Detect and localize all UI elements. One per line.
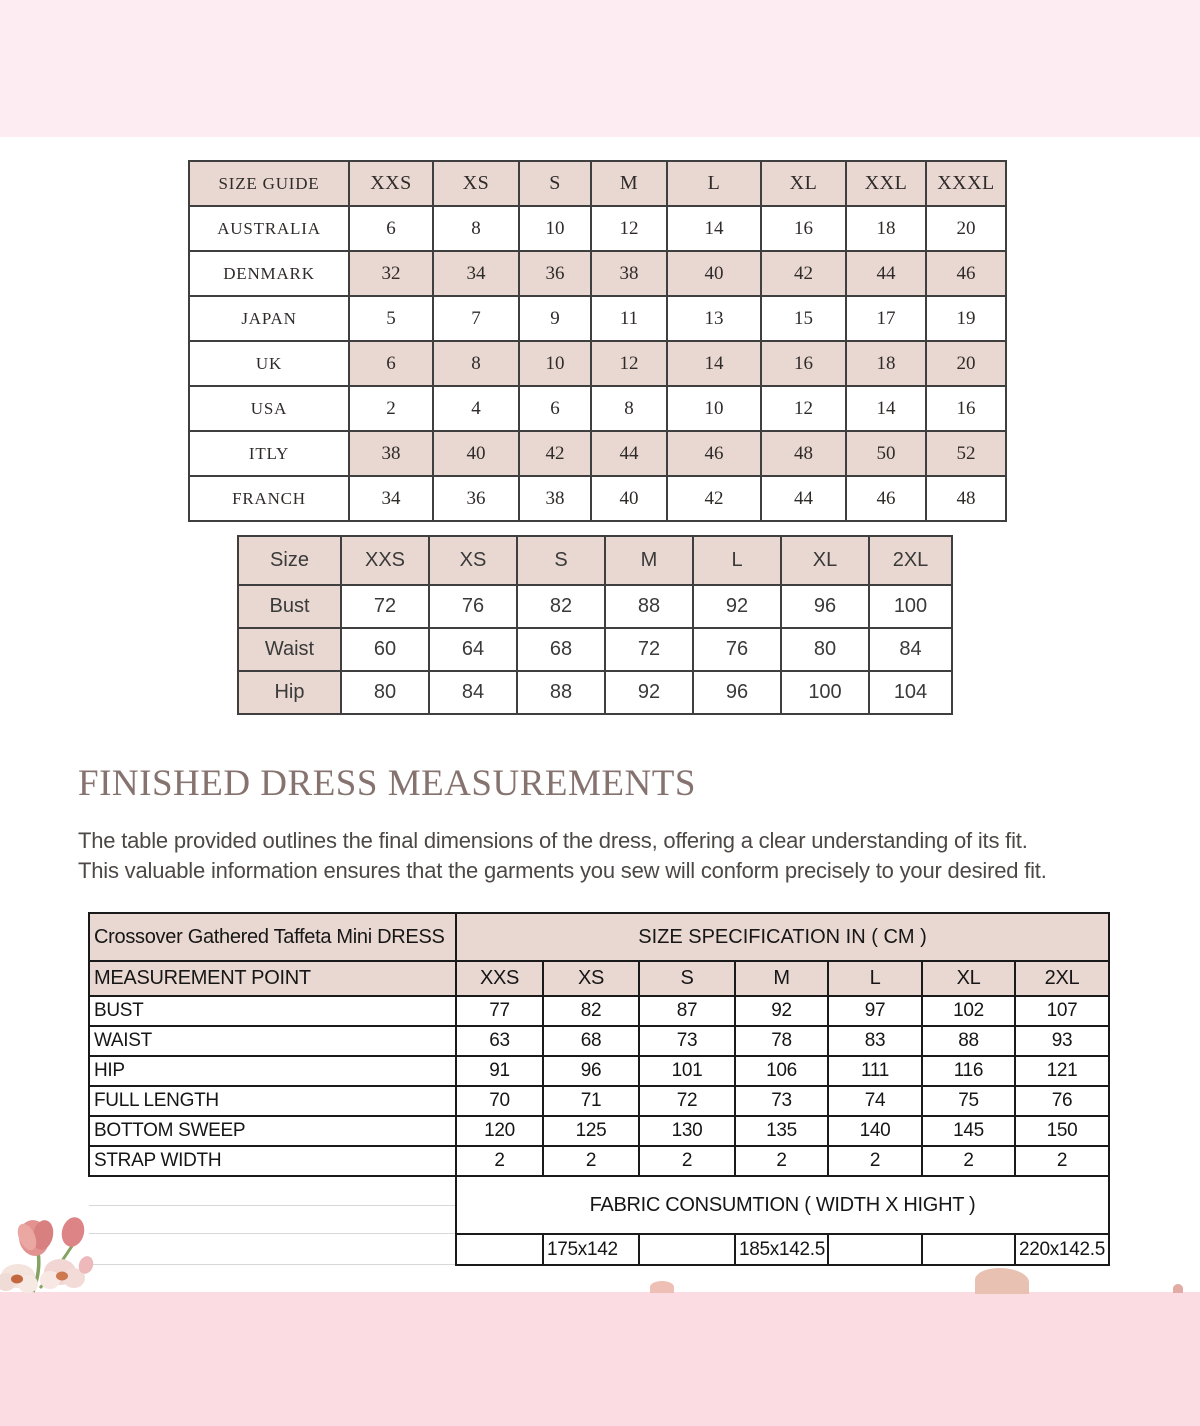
measurement-label-cell: BUST [89,996,456,1026]
measurement-row [89,1056,1109,1086]
measurement-value-cell: 2 [1015,1146,1109,1176]
value-cell: 18 [846,206,926,251]
measurement-value-cell: 92 [735,996,828,1026]
fabric-value-cell [922,1234,1015,1265]
row-label-cell: UK [189,341,349,386]
value-cell: 32 [349,251,433,296]
fabric-value-cell [456,1234,543,1265]
value-cell: 8 [433,341,519,386]
measurement-value-cell: 88 [922,1026,1015,1056]
value-cell: 16 [761,341,846,386]
size-header-cell: 2XL [869,536,952,585]
top-pink-band [0,0,1200,137]
value-cell: 96 [693,671,781,714]
value-cell: 80 [341,671,429,714]
value-cell: 6 [349,206,433,251]
measurement-label-cell: STRAP WIDTH [89,1146,456,1176]
measurement-value-cell: 73 [735,1086,828,1116]
value-cell: 6 [349,341,433,386]
row-label-cell: Waist [238,628,341,671]
value-cell: 64 [429,628,517,671]
value-cell: 36 [433,476,519,521]
value-cell: 5 [349,296,433,341]
measurement-value-cell: 125 [543,1116,639,1146]
measurement-value-cell: 71 [543,1086,639,1116]
value-cell: 6 [519,386,591,431]
finished-table [88,912,1110,1266]
value-cell: 82 [517,585,605,628]
measurement-value-cell: 93 [1015,1026,1109,1056]
value-cell: 44 [591,431,667,476]
measurement-value-cell: 150 [1015,1116,1109,1146]
measurement-value-cell: 97 [828,996,922,1026]
measurement-point-header-cell: MEASUREMENT POINT [89,961,456,996]
value-cell: 34 [433,251,519,296]
value-cell: 7 [433,296,519,341]
value-cell: 80 [781,628,869,671]
size-header-cell: M [735,961,828,996]
value-cell: 12 [591,206,667,251]
table-row [189,206,1006,251]
measurement-label-cell: HIP [89,1056,456,1086]
measurement-value-cell: 2 [456,1146,543,1176]
size-header-cell: XS [433,161,519,206]
table-row [189,431,1006,476]
value-cell: 72 [605,628,693,671]
value-cell: 11 [591,296,667,341]
measurement-row [89,1026,1109,1056]
value-cell: 12 [761,386,846,431]
size-header-cell: XXS [456,961,543,996]
value-cell: 100 [781,671,869,714]
size-header-cell: XL [922,961,1015,996]
fabric-value-cell [828,1234,922,1265]
value-cell: 16 [926,386,1006,431]
value-cell: 9 [519,296,591,341]
measurement-value-cell: 73 [639,1026,735,1056]
fabric-value-cell: 185x142.5 [735,1234,828,1265]
intro-paragraph [78,826,1158,886]
size-header-cell: XL [781,536,869,585]
size-header-cell: S [519,161,591,206]
value-cell: 12 [591,341,667,386]
row-label-cell: ITLY [189,431,349,476]
measurement-value-cell: 75 [922,1086,1015,1116]
table-row [238,628,952,671]
size-header-cell: M [591,161,667,206]
measurement-row [89,1116,1109,1146]
row-label-cell: DENMARK [189,251,349,296]
size-guide-table [188,160,1007,522]
measurement-value-cell: 83 [828,1026,922,1056]
value-cell: 40 [433,431,519,476]
value-cell: 38 [349,431,433,476]
finished-header-row [89,961,1109,996]
fabric-consumption-header-cell: FABRIC CONSUMTION ( WIDTH X HIGHT ) [456,1176,1109,1234]
row-label-cell: Bust [238,585,341,628]
measurement-value-cell: 107 [1015,996,1109,1026]
table-row [189,296,1006,341]
value-cell: 76 [429,585,517,628]
header-row [238,536,952,585]
value-cell: 92 [605,671,693,714]
measurement-value-cell: 116 [922,1056,1015,1086]
value-cell: 72 [341,585,429,628]
measurement-value-cell: 2 [828,1146,922,1176]
value-cell: 20 [926,341,1006,386]
value-cell: 15 [761,296,846,341]
header-row [189,161,1006,206]
value-cell: 92 [693,585,781,628]
size-header-cell: L [693,536,781,585]
table-row [189,251,1006,296]
value-cell: 38 [591,251,667,296]
size-header-cell: XXS [349,161,433,206]
measurement-value-cell: 130 [639,1116,735,1146]
measurement-value-cell: 76 [1015,1086,1109,1116]
value-cell: 10 [667,386,761,431]
value-cell: 14 [667,341,761,386]
value-cell: 42 [667,476,761,521]
value-cell: 2 [349,386,433,431]
value-cell: 96 [781,585,869,628]
value-cell: 20 [926,206,1006,251]
value-cell: 88 [517,671,605,714]
measurement-value-cell: 91 [456,1056,543,1086]
size-header-cell: L [828,961,922,996]
value-cell: 50 [846,431,926,476]
measurement-value-cell: 72 [639,1086,735,1116]
measurement-label-cell: BOTTOM SWEEP [89,1116,456,1146]
size-header-cell: XS [543,961,639,996]
product-name-cell: Crossover Gathered Taffeta Mini DRESS [89,913,456,961]
value-cell: 84 [869,628,952,671]
value-cell: 76 [693,628,781,671]
measurements-table [237,535,953,715]
measurement-value-cell: 121 [1015,1056,1109,1086]
value-cell: 52 [926,431,1006,476]
fabric-value-cell: 175x142 [543,1234,639,1265]
intro-line-2: This valuable information ensures that the garments you sew will conform precisely to your desired fit. [78,858,1047,883]
table-row [189,386,1006,431]
size-header-cell: XXL [846,161,926,206]
value-cell: 10 [519,206,591,251]
value-cell: 68 [517,628,605,671]
empty-left-cell [89,1176,456,1265]
page-title: FINISHED DRESS MEASUREMENTS [78,763,696,804]
size-header-cell: L [667,161,761,206]
value-cell: 36 [519,251,591,296]
decorative-blob [1173,1284,1183,1293]
finished-dress-measurements-table [88,912,1110,1266]
measurement-value-cell: 2 [735,1146,828,1176]
intro-line-1: The table provided outlines the final dimensions of the dress, offering a clear understanding of its fit. [78,828,1028,853]
measurement-label-cell: FULL LENGTH [89,1086,456,1116]
size-header-cell: S [517,536,605,585]
size-header-cell: S [639,961,735,996]
value-cell: 40 [667,251,761,296]
measurement-value-cell: 2 [639,1146,735,1176]
value-cell: 48 [761,431,846,476]
value-cell: 10 [519,341,591,386]
value-cell: 44 [846,251,926,296]
finished-title-row [89,913,1109,961]
value-cell: 8 [433,206,519,251]
value-cell: 46 [667,431,761,476]
size-header-cell: XXS [341,536,429,585]
size-header-cell: XL [761,161,846,206]
bottom-pink-band [0,1292,1200,1426]
size-header-cell: 2XL [1015,961,1109,996]
measurement-row [89,1086,1109,1116]
value-cell: 44 [761,476,846,521]
fabric-value-cell: 220x142.5 [1015,1234,1109,1265]
measurement-value-cell: 96 [543,1056,639,1086]
measurement-value-cell: 111 [828,1056,922,1086]
fabric-value-cell [639,1234,735,1265]
value-cell: 18 [846,341,926,386]
value-cell: 17 [846,296,926,341]
value-cell: 42 [519,431,591,476]
measurement-label-cell: WAIST [89,1026,456,1056]
measurement-value-cell: 145 [922,1116,1015,1146]
faint-gridline [89,1264,455,1265]
measurement-value-cell: 74 [828,1086,922,1116]
spec-header-cell: SIZE SPECIFICATION IN ( CM ) [456,913,1109,961]
value-cell: 42 [761,251,846,296]
size-header-cell: XXXL [926,161,1006,206]
decorative-blob [975,1268,1029,1294]
body-measurements-table [237,535,953,715]
measurement-value-cell: 87 [639,996,735,1026]
measurement-value-cell: 77 [456,996,543,1026]
measurement-row [89,1146,1109,1176]
measurement-value-cell: 2 [922,1146,1015,1176]
table-row [238,585,952,628]
flower-decoration [0,1210,115,1305]
value-cell: 19 [926,296,1006,341]
value-cell: 48 [926,476,1006,521]
size-header-cell: M [605,536,693,585]
value-cell: 13 [667,296,761,341]
value-cell: 16 [761,206,846,251]
measurement-value-cell: 101 [639,1056,735,1086]
value-cell: 4 [433,386,519,431]
international-size-guide-table [188,160,1007,522]
row-label-cell: FRANCH [189,476,349,521]
measurement-value-cell: 135 [735,1116,828,1146]
measurement-value-cell: 2 [543,1146,639,1176]
value-cell: 46 [846,476,926,521]
corner-header-cell: Size [238,536,341,585]
size-header-cell: XS [429,536,517,585]
measurement-value-cell: 102 [922,996,1015,1026]
table-row [189,341,1006,386]
row-label-cell: AUSTRALIA [189,206,349,251]
measurement-row [89,996,1109,1026]
measurement-value-cell: 68 [543,1026,639,1056]
measurement-value-cell: 120 [456,1116,543,1146]
value-cell: 46 [926,251,1006,296]
value-cell: 60 [341,628,429,671]
table-row [238,671,952,714]
row-label-cell: USA [189,386,349,431]
measurement-value-cell: 70 [456,1086,543,1116]
row-label-cell: JAPAN [189,296,349,341]
value-cell: 38 [519,476,591,521]
value-cell: 88 [605,585,693,628]
fabric-header-row [89,1176,1109,1234]
measurement-value-cell: 106 [735,1056,828,1086]
value-cell: 104 [869,671,952,714]
measurement-value-cell: 82 [543,996,639,1026]
decorative-blob [650,1281,674,1293]
value-cell: 34 [349,476,433,521]
measurement-value-cell: 78 [735,1026,828,1056]
faint-gridline [89,1205,455,1206]
measurement-value-cell: 63 [456,1026,543,1056]
value-cell: 40 [591,476,667,521]
measurement-value-cell: 140 [828,1116,922,1146]
corner-header-cell: SIZE GUIDE [189,161,349,206]
value-cell: 14 [846,386,926,431]
value-cell: 100 [869,585,952,628]
value-cell: 14 [667,206,761,251]
table-row [189,476,1006,521]
value-cell: 8 [591,386,667,431]
value-cell: 84 [429,671,517,714]
faint-gridline [89,1233,455,1234]
row-label-cell: Hip [238,671,341,714]
